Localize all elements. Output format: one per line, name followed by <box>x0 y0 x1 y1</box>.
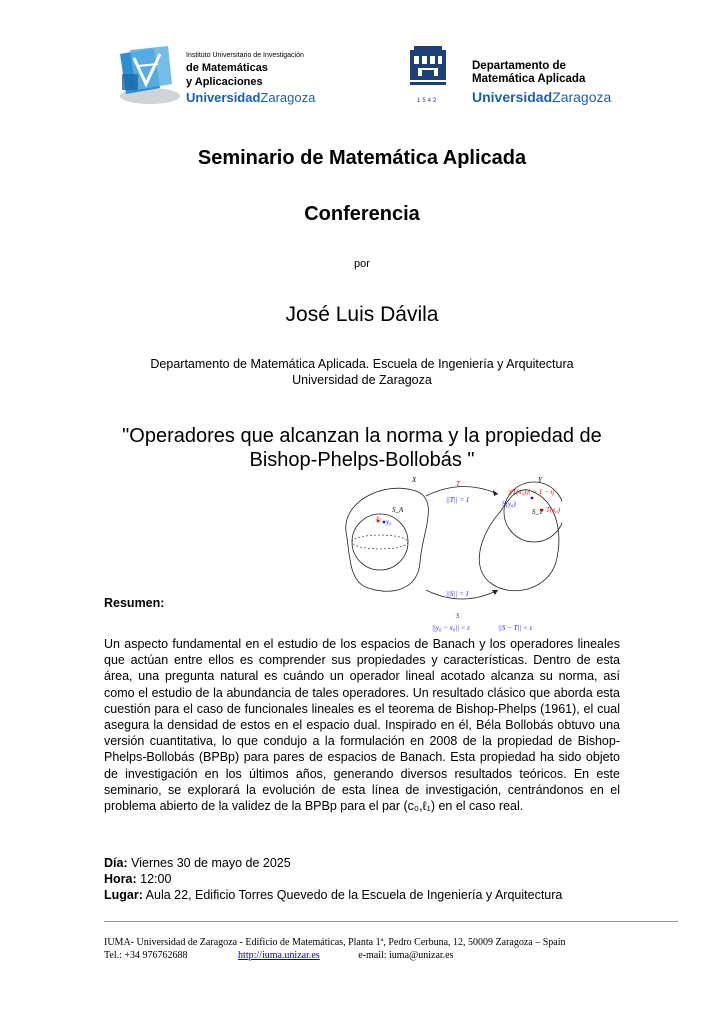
space-x-region <box>346 488 429 591</box>
footer-url-link[interactable]: http://iuma.unizar.es <box>238 950 320 961</box>
talk-title-line2: Bishop-Phelps-Bollobás " <box>249 449 475 471</box>
date-value: Viernes 30 de mayo de 2025 <box>127 856 291 870</box>
label-X: X <box>412 476 417 484</box>
crest-year: 1542 <box>417 98 439 104</box>
summary-label: Resumen: <box>104 596 165 610</box>
summary-text: Un aspecto fundamental en el estudio de los espacios de Banach y los operadores lineales que actúan entre ellos es comprender sus propiedades y características. Dentro de esta área, una pregunta natural es cuándo un operador lineal acotado alcanza su norma, así como el estudio de la abundancia de tales operadores. Un resultado clásico que aborda esta cuestión para el caso de funcionales lineales es el teorema de Bishop-Phelps (1961), el cual asegura la densidad de estos en el espacio dual. Inspirado en él, Béla Bollobás obtuvo una versión cuantitativa, lo que condujo a la formulación en 2008 de la propiedad de Bishop-Phelps-Bollobás (BPBp) para pares de espacios de Banach. Esta propiedad ha sido objeto de investigación en los últimos años, generando diversos resultados teóricos. En este seminario, se explorará la evolución de esta línea de investigación, centrándonos en el problema abierto de la validez de la BPBp para el par (c₀,ℓ₁) en el caso real. <box>104 637 620 814</box>
label-Y: Y <box>538 476 542 484</box>
time-label: Hora: <box>104 872 137 886</box>
label-y0: y₀ <box>386 518 392 526</box>
date-label: Día: <box>104 856 128 870</box>
place-line <box>104 887 562 903</box>
conference-heading: Conferencia <box>304 203 420 225</box>
place-value: Aula 22, Edificio Torres Quevedo de la Escuela de Ingeniería y Arquitectura <box>142 888 563 902</box>
speaker-name: José Luis Dávila <box>285 303 439 326</box>
time-line <box>104 871 171 887</box>
dma-logo-univ-bold: Universidad <box>472 89 553 105</box>
iuma-logo-line2: de Matemáticas <box>186 62 268 74</box>
por-label: por <box>354 258 370 270</box>
label-dist1: ||y₀ − x₀|| < ε <box>432 624 470 632</box>
label-T: T <box>456 480 460 488</box>
label-SY: S_Y <box>532 508 543 516</box>
space-y-region <box>479 490 559 591</box>
unit-ball-x <box>352 514 408 570</box>
date-line <box>104 855 291 871</box>
dma-logo <box>408 44 628 108</box>
speaker-affiliation-line1: Departamento de Matemática Aplicada. Escuela de Ingeniería y Arquitectura <box>150 357 574 371</box>
speaker-affiliation-line2: Universidad de Zaragoza <box>292 373 432 387</box>
label-x0: x₀ <box>376 514 382 522</box>
bpb-diagram <box>332 472 562 634</box>
label-Sy0: S(y₀) <box>502 500 516 508</box>
label-S: S <box>456 612 460 620</box>
label-Tx0: T(x₀) <box>546 506 561 514</box>
dma-logo-university <box>472 89 611 106</box>
place-label: Lugar: <box>104 888 143 902</box>
label-dist2: ||S − T|| < ε <box>498 624 533 632</box>
dma-logo-line2: Matemática Aplicada <box>472 73 586 85</box>
seminar-title: Seminario de Matemática Aplicada <box>197 147 527 169</box>
label-SA: S_A <box>392 506 404 514</box>
label-T-norm: ||T|| = 1 <box>446 496 470 504</box>
iuma-logo-line1: Instituto Universitario de Investigación <box>186 52 304 59</box>
iuma-logo-line3: y Aplicaciones <box>186 76 263 88</box>
footer-address: IUMA- Universidad de Zaragoza - Edificio de Matemáticas, Planta 1ª, Pedro Cerbuna, 12, 50009 Zaragoza – Spain <box>104 937 566 948</box>
dma-logo-line1: Departamento de <box>472 60 566 72</box>
iuma-emblem-icon <box>114 44 180 106</box>
arrow-t <box>426 486 498 496</box>
dma-logo-univ-rest: Zaragoza <box>552 89 612 105</box>
footer-email: e-mail: iuma@unizar.es <box>358 950 454 961</box>
university-crest-icon <box>408 44 448 98</box>
y0-point <box>383 521 386 524</box>
iuma-logo <box>114 44 324 106</box>
s-y0-point <box>531 497 534 500</box>
footer-tel: Tel.: +34 976762688 <box>104 950 188 961</box>
iuma-logo-univ-bold: Universidad <box>186 90 261 105</box>
label-Tx0-ineq: |(T(x₀))| > 1 − η <box>508 488 555 496</box>
label-S-norm: ||S|| = 1 <box>446 590 469 598</box>
footer-divider <box>104 921 678 922</box>
time-value: 12:00 <box>136 872 172 886</box>
iuma-logo-univ-rest: Zaragoza <box>260 90 316 105</box>
iuma-logo-university <box>186 90 315 106</box>
talk-title-line1: "Operadores que alcanzan la norma y la propiedad de <box>122 425 602 447</box>
footer-contact <box>104 949 454 962</box>
